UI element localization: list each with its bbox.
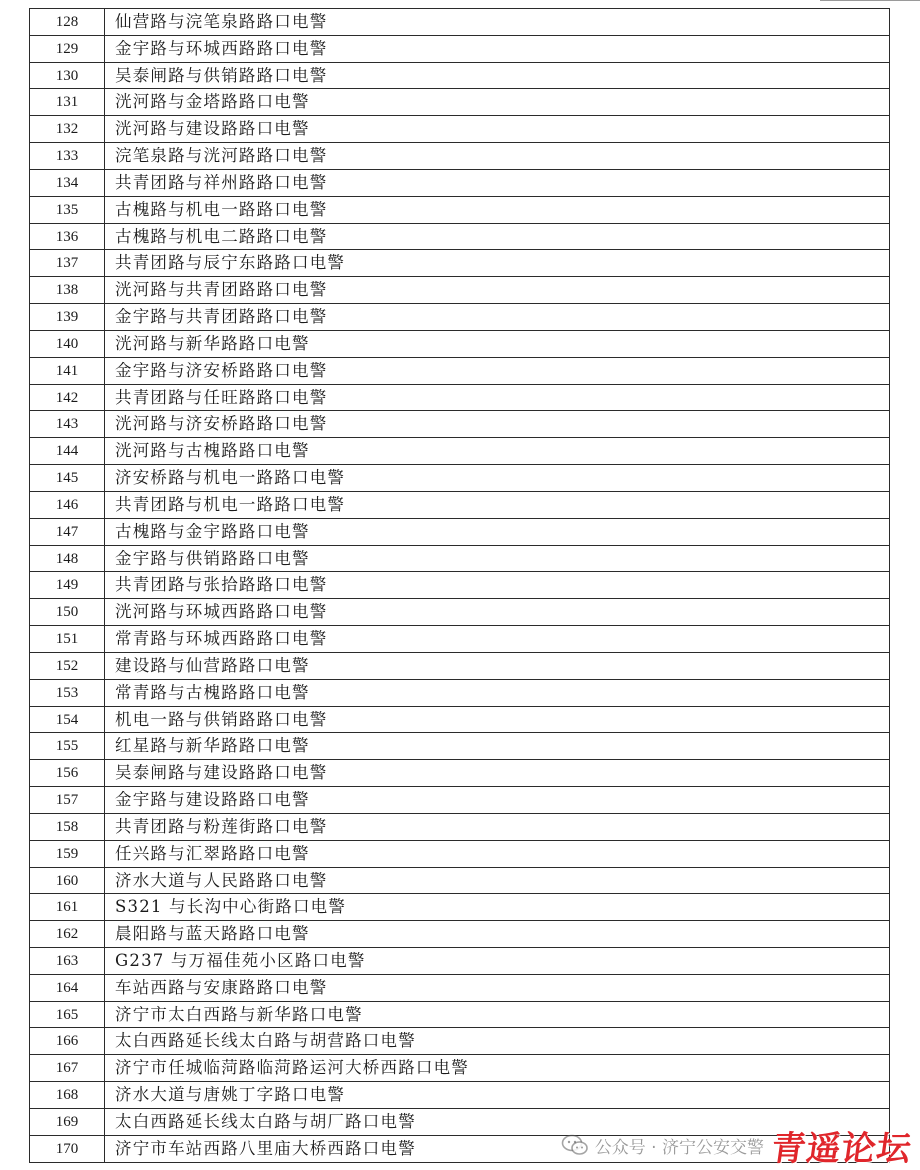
row-location-name: G237 与万福佳苑小区路口电警 [105, 948, 890, 975]
row-location-name: 吴泰闸路与建设路路口电警 [105, 760, 890, 787]
row-number: 166 [30, 1028, 105, 1055]
table-row [30, 626, 890, 653]
row-number: 144 [30, 438, 105, 465]
row-location-name: 红星路与新华路路口电警 [105, 733, 890, 760]
table-row [30, 224, 890, 251]
row-number: 134 [30, 170, 105, 197]
row-location-name: 太白西路延长线太白路与胡营路口电警 [105, 1028, 890, 1055]
table-row [30, 921, 890, 948]
row-number: 139 [30, 304, 105, 331]
row-number: 165 [30, 1002, 105, 1029]
row-number: 149 [30, 572, 105, 599]
row-number: 157 [30, 787, 105, 814]
row-location-name: 吴泰闸路与供销路路口电警 [105, 63, 890, 90]
row-number: 164 [30, 975, 105, 1002]
row-location-name: 济水大道与唐姚丁字路口电警 [105, 1082, 890, 1109]
table-row [30, 787, 890, 814]
row-location-name: 济宁市任城临菏路临菏路运河大桥西路口电警 [105, 1055, 890, 1082]
row-number: 136 [30, 224, 105, 251]
row-location-name: 常青路与古槐路路口电警 [105, 680, 890, 707]
table-row [30, 63, 890, 90]
table-row [30, 653, 890, 680]
row-location-name: 太白西路延长线太白路与胡厂路口电警 [105, 1109, 890, 1136]
row-location-name: 共青团路与机电一路路口电警 [105, 492, 890, 519]
wechat-icon [561, 1134, 589, 1156]
row-number: 135 [30, 197, 105, 224]
row-location-name: 洸河路与古槐路路口电警 [105, 438, 890, 465]
row-location-name: 洸河路与建设路路口电警 [105, 116, 890, 143]
row-location-name: 仙营路与浣笔泉路路口电警 [105, 9, 890, 36]
row-number: 170 [30, 1136, 105, 1163]
row-number: 160 [30, 868, 105, 895]
row-number: 151 [30, 626, 105, 653]
row-location-name: 洸河路与济安桥路路口电警 [105, 411, 890, 438]
table-row [30, 492, 890, 519]
row-location-name: 金宇路与共青团路路口电警 [105, 304, 890, 331]
table-row [30, 277, 890, 304]
row-number: 143 [30, 411, 105, 438]
table-row [30, 868, 890, 895]
table-row [30, 599, 890, 626]
table-row [30, 438, 890, 465]
table-row [30, 1028, 890, 1055]
row-location-name: 古槐路与金宇路路口电警 [105, 519, 890, 546]
table-row [30, 331, 890, 358]
watermark [561, 1125, 915, 1169]
row-location-name: 济宁市太白西路与新华路口电警 [105, 1002, 890, 1029]
table-row [30, 465, 890, 492]
table-row [30, 36, 890, 63]
table-row [30, 894, 890, 921]
table-row [30, 1002, 890, 1029]
row-location-name: 共青团路与辰宁东路路口电警 [105, 250, 890, 277]
row-number: 137 [30, 250, 105, 277]
row-location-name: 济安桥路与机电一路路口电警 [105, 465, 890, 492]
row-location-name: 济宁市车站西路八里庙大桥西路口电警 [105, 1136, 890, 1163]
row-location-name: 共青团路与祥州路路口电警 [105, 170, 890, 197]
row-location-name: 建设路与仙营路路口电警 [105, 653, 890, 680]
row-number: 158 [30, 814, 105, 841]
row-location-name: 常青路与环城西路路口电警 [105, 626, 890, 653]
table-row [30, 304, 890, 331]
table-row [30, 680, 890, 707]
intersection-camera-table [29, 8, 890, 1163]
row-number: 148 [30, 546, 105, 573]
table-row [30, 707, 890, 734]
row-location-name: 共青团路与张拾路路口电警 [105, 572, 890, 599]
table-row [30, 814, 890, 841]
row-number: 142 [30, 385, 105, 412]
table-row [30, 975, 890, 1002]
table-row [30, 197, 890, 224]
table-row [30, 1055, 890, 1082]
row-number: 152 [30, 653, 105, 680]
table-row [30, 89, 890, 116]
watermark-account: 公众号 · 济宁公安交警 [594, 1137, 764, 1158]
row-number: 145 [30, 465, 105, 492]
row-location-name: 机电一路与供销路路口电警 [105, 707, 890, 734]
row-number: 138 [30, 277, 105, 304]
row-location-name: 洸河路与共青团路路口电警 [105, 277, 890, 304]
row-number: 132 [30, 116, 105, 143]
table-row [30, 760, 890, 787]
row-number: 169 [30, 1109, 105, 1136]
row-location-name: 古槐路与机电一路路口电警 [105, 197, 890, 224]
table-row [30, 358, 890, 385]
table-row [30, 733, 890, 760]
row-number: 128 [30, 9, 105, 36]
row-location-name: 共青团路与粉莲街路口电警 [105, 814, 890, 841]
row-location-name: 浣笔泉路与洸河路路口电警 [105, 143, 890, 170]
table-row [30, 546, 890, 573]
row-number: 129 [30, 36, 105, 63]
row-number: 147 [30, 519, 105, 546]
row-location-name: 金宇路与环城西路路口电警 [105, 36, 890, 63]
table-row [30, 841, 890, 868]
row-number: 141 [30, 358, 105, 385]
table-row [30, 948, 890, 975]
row-location-name: 古槐路与机电二路路口电警 [105, 224, 890, 251]
row-location-name: 共青团路与任旺路路口电警 [105, 385, 890, 412]
table-row [30, 9, 890, 36]
watermark-logo: 青遥论坛 [768, 1128, 915, 1169]
row-location-name: 晨阳路与蓝天路路口电警 [105, 921, 890, 948]
row-number: 154 [30, 707, 105, 734]
row-number: 130 [30, 63, 105, 90]
row-number: 162 [30, 921, 105, 948]
table-row [30, 519, 890, 546]
table-row [30, 385, 890, 412]
row-location-name: 金宇路与建设路路口电警 [105, 787, 890, 814]
row-number: 150 [30, 599, 105, 626]
row-number: 159 [30, 841, 105, 868]
row-location-name: 济水大道与人民路路口电警 [105, 868, 890, 895]
row-location-name: 洸河路与环城西路路口电警 [105, 599, 890, 626]
row-location-name: 洸河路与金塔路路口电警 [105, 89, 890, 116]
row-number: 167 [30, 1055, 105, 1082]
table-row [30, 1082, 890, 1109]
row-location-name: 金宇路与供销路路口电警 [105, 546, 890, 573]
table-row [30, 116, 890, 143]
row-location-name: 洸河路与新华路路口电警 [105, 331, 890, 358]
table-row [30, 411, 890, 438]
row-number: 131 [30, 89, 105, 116]
table-row [30, 572, 890, 599]
row-location-name: 任兴路与汇翠路路口电警 [105, 841, 890, 868]
row-number: 155 [30, 733, 105, 760]
page-top-rule [820, 0, 920, 4]
row-number: 156 [30, 760, 105, 787]
row-number: 153 [30, 680, 105, 707]
row-location-name: S321 与长沟中心街路口电警 [105, 894, 890, 921]
row-number: 140 [30, 331, 105, 358]
table-row [30, 250, 890, 277]
row-number: 161 [30, 894, 105, 921]
row-number: 133 [30, 143, 105, 170]
row-number: 163 [30, 948, 105, 975]
row-location-name: 金宇路与济安桥路路口电警 [105, 358, 890, 385]
table-row [30, 143, 890, 170]
row-location-name: 车站西路与安康路路口电警 [105, 975, 890, 1002]
table-row [30, 170, 890, 197]
row-number: 168 [30, 1082, 105, 1109]
row-number: 146 [30, 492, 105, 519]
